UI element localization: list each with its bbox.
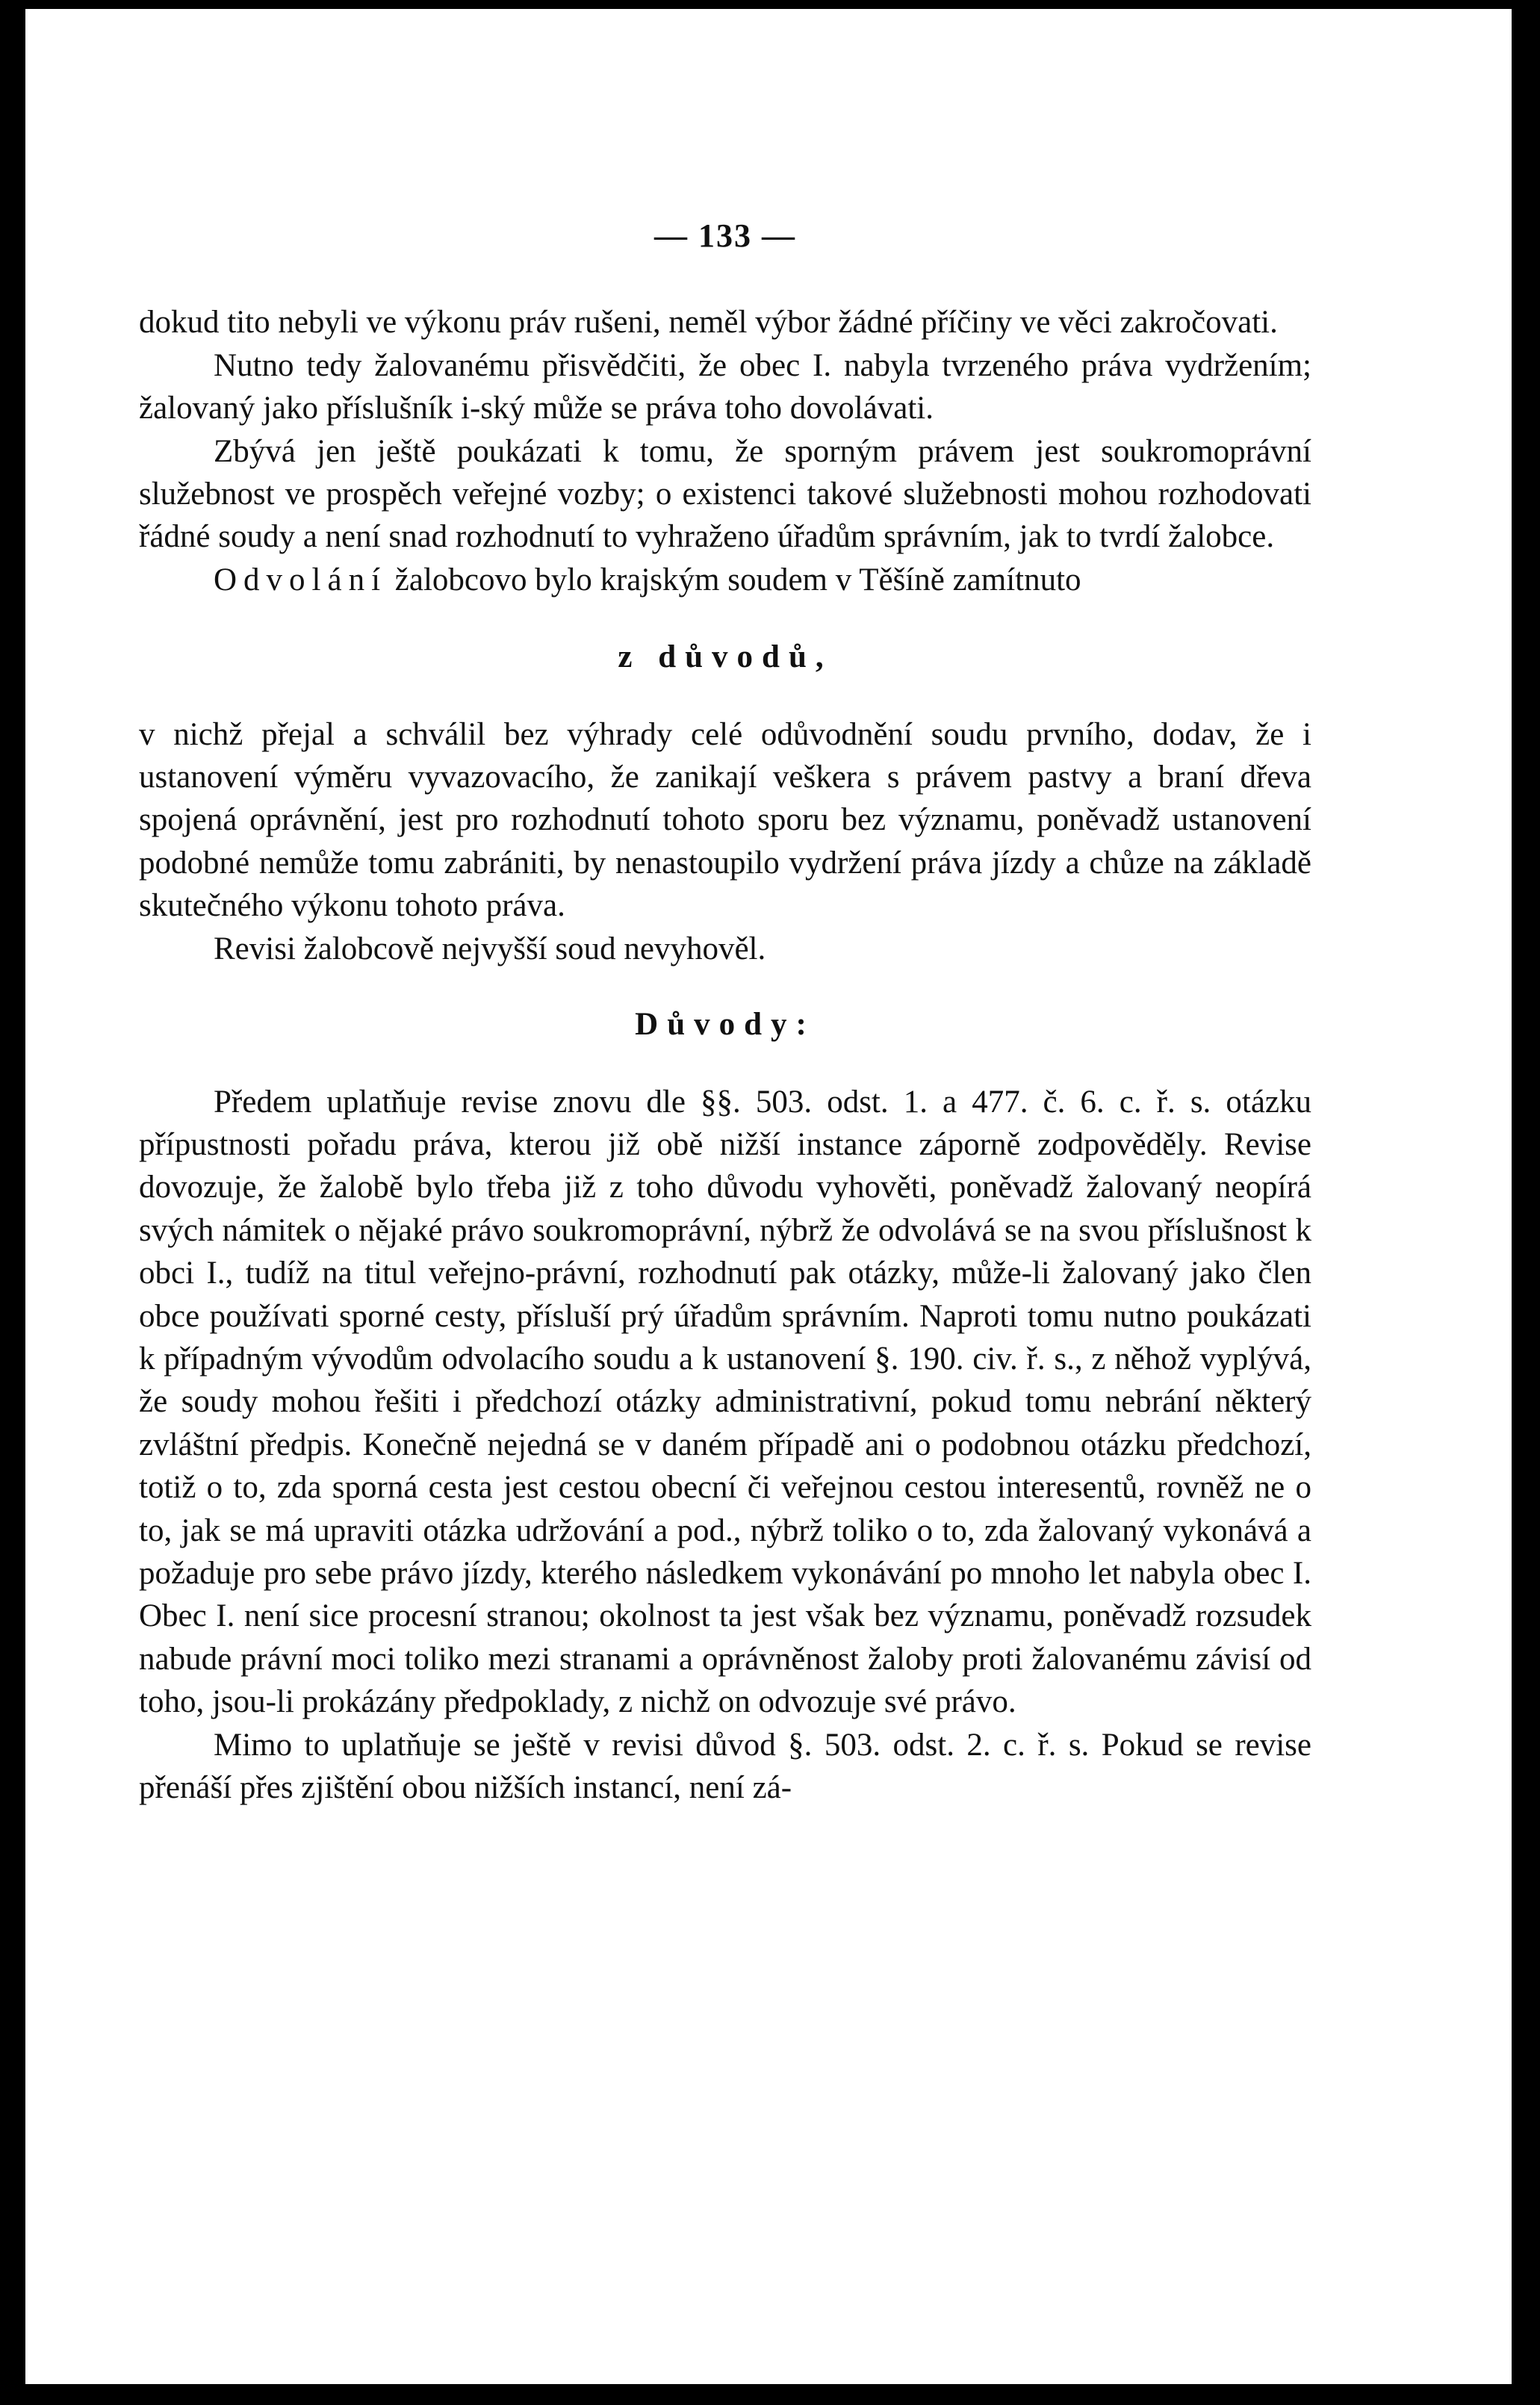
paragraph-6: Revisi žalobcově nejvyšší soud nevyhověl. <box>214 931 766 966</box>
paragraph-8: Mimo to uplatňuje se ještě v revisi důvod §. 503. odst. 2. c. ř. s. Pokud se revise přenáší přes zjištění obou nižších instancí, není zá- <box>139 1727 1311 1805</box>
paragraph-3: Zbývá jen ještě poukázati k tomu, že sporným právem jest soukromoprávní služebnost ve prospěch veřejné vozby; o existenci takové služebnosti mohou rozhodovati řádné soudy a není snad rozhodnutí to vyhraženo úřadům správním, jak to tvrdí žalobce. <box>139 433 1311 555</box>
page-text <box>139 214 1311 1809</box>
paragraph-2: Nutno tedy žalovanému přisvědčiti, že obec I. nabyla tvrzeného práva vydržením; žalovaný jako příslušník i-ský může se práva toho dovolávati. <box>139 347 1311 426</box>
paragraph-5: v nichž přejal a schválil bez výhrady celé odůvodnění soudu prvního, dodav, že i ustanovení výměru vyvazovacího, že zanikají veškera s právem pastvy a braní dřeva spojená oprávnění, jest pro rozhodnutí tohoto sporu bez významu, poněvadž ustanovení podobné nemůže tomu zabrániti, by nenastoupilo vydržení práva jízdy a chůze na základě skutečného výkonu tohoto práva. <box>139 716 1311 924</box>
paragraph-1: dokud tito nebyli ve výkonu práv rušeni, neměl výbor žádné příčiny ve věci zakročovati. <box>139 305 1278 341</box>
paragraph-4 <box>139 559 1311 601</box>
spaced-word-odvolani: Odvolání <box>214 562 388 598</box>
document-page <box>25 9 1512 2384</box>
paragraph-7: Předem uplatňuje revise znovu dle §§. 503. odst. 1. a 477. č. 6. c. ř. s. otázku přípustnosti pořadu práva, kterou již obě nižší instance záporně zodpověděly. Revise dovozuje, že žalobě bylo třeba již z toho důvodu vyhověti, poněvadž žalovaný neopírá svých námitek o nějaké právo soukromoprávní, nýbrž že odvolává se na svou příslušnost k obci I., tudíž na titul veřejno-právní, rozhodnutí pak otázky, může-li žalovaný jako člen obce používati sporné cesty, přísluší prý úřadům správním. Naproti tomu nutno poukázati k případným vývodům odvolacího soudu a k ustanovení §. 190. civ. ř. s., z něhož vyplývá, že soudy mohou řešiti i předchozí otázky administrativní, pokud tomu nebrání některý zvláštní předpis. Konečně nejedná se v daném případě ani o podobnou otázku předchozí, totiž o to, zda sporná cesta jest cestou obecní či veřejnou cestou interesentů, rovněž ne o to, jak se má upraviti otázka udržování a pod., nýbrž toliko o to, zda žalovaný vykonává a požaduje pro sebe právo jízdy, kterého následkem vykonávání po mnoho let nabyla obec I. Obec I. není sice procesní stranou; okolnost ta jest však bez významu, poněvadž rozsudek nabude právní moci toliko mezi stranami a oprávněnost žaloby proti žalovanému závisí od toho, jsou-li prokázány předpoklady, z nichž on odvozuje své právo. <box>139 1084 1311 1720</box>
section-heading-z-duvodu: z důvodů, <box>618 639 833 675</box>
paragraph-4-rest: žalobcovo bylo krajským soudem v Těšíně zamítnuto <box>387 562 1081 598</box>
page-number: — 133 — <box>654 217 796 254</box>
section-heading-duvody: Důvody: <box>635 1007 816 1043</box>
